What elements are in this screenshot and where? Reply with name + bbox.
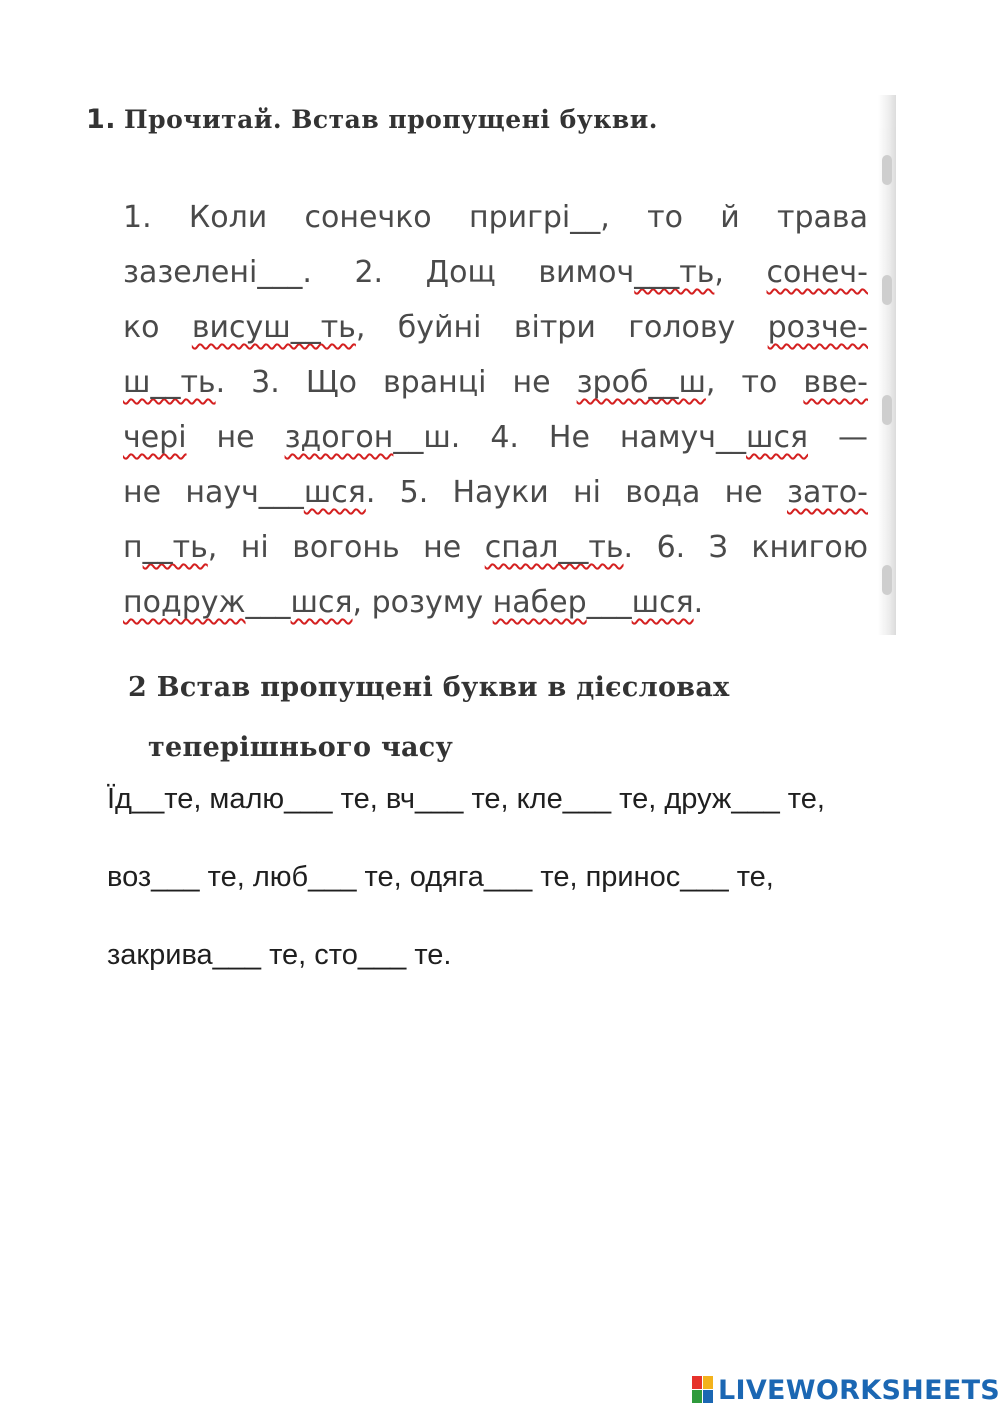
text-segment: п <box>123 530 143 565</box>
text-line <box>123 190 868 245</box>
text-segment: , <box>714 255 767 290</box>
scan-edge-shadow <box>878 95 896 635</box>
text-line <box>123 245 868 300</box>
spellcheck-word: вве- <box>803 365 868 400</box>
text-segment: ___ <box>245 585 291 620</box>
spellcheck-word: розче- <box>767 310 868 345</box>
spellcheck-word: шся <box>290 585 353 620</box>
text-segment: . 6. З книгою <box>623 530 868 565</box>
verb-line-3: закрива___ те, сто___ те. <box>107 939 452 971</box>
spellcheck-word: сонеч- <box>766 255 868 290</box>
text-line <box>123 410 868 465</box>
text-segment: не <box>186 420 285 455</box>
spellcheck-word: зато- <box>787 475 868 510</box>
liveworksheets-logo-text: LIVEWORKSHEETS <box>718 1374 1000 1406</box>
exercise-1-heading <box>86 104 658 135</box>
text-segment: , то <box>705 365 804 400</box>
text-segment: , ні вогонь не <box>207 530 485 565</box>
text-segment: 1. Коли сонечко пригрі__, то й трава <box>123 200 868 235</box>
spellcheck-word: висуш__ть <box>191 310 356 345</box>
spellcheck-word: набер <box>492 585 587 620</box>
exercise-1-text <box>123 190 868 630</box>
exercise-2-verb-list <box>107 772 967 1006</box>
text-line <box>123 355 868 410</box>
spellcheck-word: шся <box>303 475 366 510</box>
spellcheck-word: шся <box>746 420 809 455</box>
liveworksheets-logo <box>692 1373 1000 1407</box>
spellcheck-word: __ть <box>142 530 208 565</box>
text-line <box>123 300 868 355</box>
text-segment: , розуму <box>352 585 493 620</box>
text-line <box>123 520 868 575</box>
text-segment: . 5. Науки ні вода не <box>365 475 787 510</box>
spellcheck-word: подруж <box>123 585 246 620</box>
text-segment: __ш. 4. Не намуч__ <box>393 420 747 455</box>
spellcheck-word: ___ть <box>634 255 715 290</box>
text-segment: — <box>808 420 868 455</box>
verb-line-2: воз___ те, люб___ те, одяга___ те, принос___ те, <box>107 861 774 893</box>
spellcheck-word: здогон <box>284 420 394 455</box>
text-segment: . <box>693 585 704 620</box>
exercise-1-title: Прочитай. Встав пропущені букви. <box>124 105 658 134</box>
verb-line-1: Їд__те, малю___ те, вч___ те, кле___ те, друж___ те, <box>107 783 825 815</box>
exercise-2-title-line-1: 2 Встав пропущені букви в дієсловах <box>128 672 730 703</box>
spellcheck-word: зроб__ш <box>576 365 706 400</box>
text-segment: , буйні вітри голову <box>355 310 768 345</box>
text-segment: ко <box>123 310 192 345</box>
text-segment: зазелені___. 2. Дощ вимоч <box>123 255 635 290</box>
exercise-2-heading <box>128 658 730 778</box>
spellcheck-word: шся <box>631 585 694 620</box>
liveworksheets-logo-icon <box>692 1376 714 1404</box>
spellcheck-word: спал__ть <box>484 530 624 565</box>
spellcheck-word: ш__ть <box>123 365 216 400</box>
text-segment: . 3. Що вранці не <box>215 365 577 400</box>
exercise-2-title-line-2: теперішнього часу <box>148 732 454 763</box>
text-line <box>123 575 868 630</box>
text-line <box>123 465 868 520</box>
text-segment: не науч___ <box>123 475 304 510</box>
text-segment: ___ <box>586 585 632 620</box>
spellcheck-word: чері <box>123 420 187 455</box>
exercise-1-number: 1. <box>86 104 117 135</box>
